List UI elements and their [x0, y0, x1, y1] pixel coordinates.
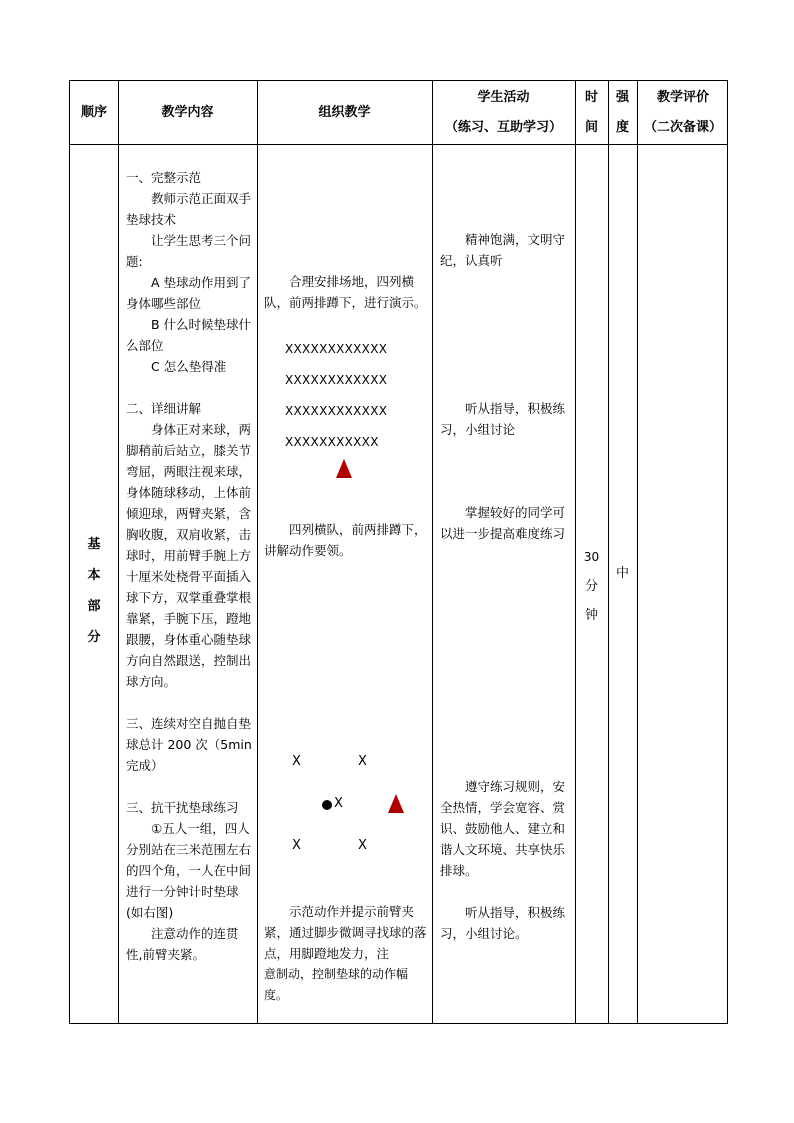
organization-text-3: 示范动作并提示前臂夹紧，通过脚步微调寻找球的落点，用脚蹬地发力，注 意制动，控制垫球的动作幅度。 [264, 904, 427, 1002]
header-student-activity: 学生活动 （练习、互助学习） [444, 89, 562, 135]
student-activity-5: 听从指导，积极练习，小组讨论。 [440, 905, 566, 941]
organization-text-1: 合理安排场地，四列横队，前两排蹲下，进行演示。 [264, 274, 427, 310]
header-order: 顺序 [80, 104, 107, 120]
intensity-value: 中 [615, 566, 629, 581]
teacher-triangle-icon [388, 794, 404, 813]
student-activity-4: 遵守练习规则，安全热情，学会宽容、赏识、鼓励他人、建立和谐人文环境、共享快乐排球。 [440, 779, 566, 878]
time-value: 30 分 钟 [583, 550, 600, 623]
column-divider [257, 81, 258, 1023]
organization-text-2: 四列横队，前两排蹲下，讲解动作要领。 [264, 522, 427, 558]
section-label: 基 本 部 分 [87, 537, 101, 645]
formation-row: XXXXXXXXXXXX [285, 404, 388, 418]
formation-row: XXXXXXXXXXX [285, 435, 379, 449]
header-divider [70, 144, 727, 145]
ball-dot-icon [322, 800, 332, 810]
student-activity-2: 听从指导，积极练习，小组讨论 [440, 401, 566, 437]
player-x-mark: X [292, 838, 301, 853]
column-divider [118, 81, 119, 1023]
column-divider [432, 81, 433, 1023]
student-activity-1: 精神饱满，文明守纪，认真听 [440, 232, 566, 268]
column-divider [608, 81, 609, 1023]
header-organization: 组织教学 [318, 104, 371, 120]
player-x-mark: X [292, 754, 301, 769]
lesson-plan-table [69, 80, 728, 1024]
header-content: 教学内容 [161, 104, 214, 120]
player-x-mark: X [358, 754, 367, 769]
teacher-triangle-icon [336, 459, 352, 478]
player-x-mark: X [334, 796, 343, 811]
header-evaluation: 教学评价 （二次备课） [643, 89, 722, 135]
column-divider [637, 81, 638, 1023]
formation-row: XXXXXXXXXXXX [285, 342, 388, 356]
formation-row: XXXXXXXXXXXX [285, 373, 388, 387]
header-intensity: 强 度 [615, 89, 629, 135]
header-time: 时 间 [584, 89, 598, 135]
student-activity-3: 掌握较好的同学可以进一步提高难度练习 [440, 505, 566, 541]
teaching-content: 一、完整示范 教师示范正面双手垫球技术 让学生思考三个问题: A 垫球动作用到了身体哪些部位 B 什么时候垫球什么部位 C 怎么垫得准 二、详细讲解 身体正对来球，两脚稍前后站立，膝关节弯屈，两眼注视来球，身体随球移动，上体前倾迎球，两臂夹紧，含胸收腹，双肩收紧，击球时，用前臂手腕上方十厘米处桡骨平面插入球下方，双掌重叠掌根靠紧，手腕下压，蹬地跟腰，身体重心随垫球方向自然跟送，控制出球方向。 三、连续对空自抛自垫球总计 200 次（5min 完成） 三、抗干扰垫球练习 ①五人一组，四人分别站在三米范围左右的四个角，一人在中间进行一分钟计时垫球(如右图) 注意动作的连贯性,前臂夹紧。 [126, 170, 252, 962]
player-x-mark: X [358, 838, 367, 853]
